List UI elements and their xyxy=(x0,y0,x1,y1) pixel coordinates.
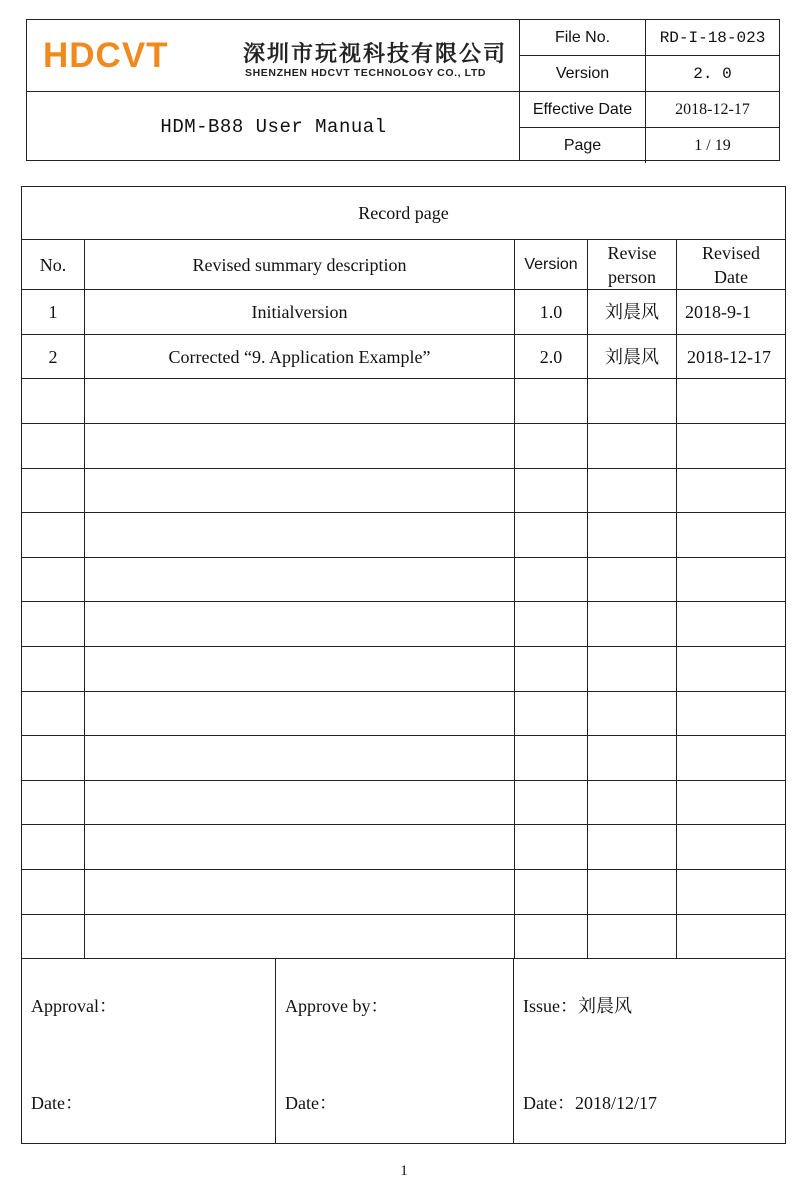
table-row xyxy=(22,290,785,335)
empty-cell xyxy=(85,379,515,423)
company-logo xyxy=(43,38,193,74)
empty-cell xyxy=(588,691,677,735)
empty-cell xyxy=(85,557,515,601)
empty-cell xyxy=(515,468,588,512)
empty-table-row xyxy=(22,780,785,825)
meta-row-page xyxy=(520,128,779,163)
record-table xyxy=(21,186,786,1144)
empty-cell xyxy=(85,691,515,735)
empty-cell xyxy=(588,468,677,512)
empty-cell xyxy=(85,825,515,869)
empty-cell xyxy=(85,602,515,646)
meta-row-file-no xyxy=(520,20,779,55)
empty-cell xyxy=(515,557,588,601)
empty-cell xyxy=(677,870,785,914)
meta-value: RD-I-18-023 xyxy=(659,28,766,47)
empty-cell xyxy=(22,424,85,468)
column-header-description: Revised summary description xyxy=(85,240,515,289)
meta-value: 2018-12-17 xyxy=(675,100,750,118)
cell-revise-person: 刘晨风 xyxy=(588,290,677,334)
meta-row-version xyxy=(520,56,779,91)
empty-table-row xyxy=(22,736,785,781)
empty-cell xyxy=(515,647,588,691)
empty-cell xyxy=(677,736,785,780)
empty-table-row xyxy=(22,870,785,915)
meta-value: 2. 0 xyxy=(693,64,732,83)
signoff-approve-by xyxy=(276,959,514,1143)
empty-cell xyxy=(588,914,677,958)
empty-cell xyxy=(677,513,785,557)
empty-cell xyxy=(85,780,515,824)
empty-cell xyxy=(22,870,85,914)
signoff-block xyxy=(22,959,785,1143)
column-header-revise-person: Revise person xyxy=(588,240,677,289)
empty-table-row xyxy=(22,825,785,870)
empty-cell xyxy=(677,379,785,423)
empty-cell xyxy=(588,825,677,869)
empty-cell xyxy=(85,914,515,958)
empty-cell xyxy=(677,691,785,735)
empty-cell xyxy=(85,424,515,468)
empty-cell xyxy=(588,736,677,780)
logo-wordmark: HDCVT xyxy=(43,36,169,75)
empty-table-row xyxy=(22,647,785,692)
approval-date-label: Date： xyxy=(31,1093,83,1113)
empty-cell xyxy=(22,468,85,512)
page-number: 1 xyxy=(400,1163,408,1179)
meta-label: Effective Date xyxy=(520,92,646,127)
empty-cell xyxy=(22,780,85,824)
signoff-approval xyxy=(22,959,276,1143)
approve-by-label: Approve by： xyxy=(285,996,389,1016)
table-row xyxy=(22,335,785,379)
empty-cell xyxy=(677,780,785,824)
empty-cell xyxy=(588,647,677,691)
meta-label: Version xyxy=(520,56,646,91)
empty-cell xyxy=(85,647,515,691)
record-table-title: Record page xyxy=(22,187,785,240)
empty-cell xyxy=(588,557,677,601)
empty-cell xyxy=(22,602,85,646)
empty-cell xyxy=(85,468,515,512)
empty-cell xyxy=(22,914,85,958)
empty-table-row xyxy=(22,424,785,469)
empty-cell xyxy=(515,870,588,914)
empty-cell xyxy=(588,424,677,468)
empty-cell xyxy=(677,647,785,691)
empty-cell xyxy=(515,780,588,824)
document-header xyxy=(26,19,780,161)
empty-cell xyxy=(515,825,588,869)
empty-table-row xyxy=(22,691,785,736)
cell-version: 2.0 xyxy=(515,335,588,378)
empty-cell xyxy=(588,870,677,914)
empty-cell xyxy=(22,736,85,780)
column-header-revised-date: Revised Date xyxy=(702,242,760,287)
empty-cell xyxy=(85,513,515,557)
record-header-row xyxy=(22,240,785,290)
empty-cell xyxy=(515,379,588,423)
cell-no: 1 xyxy=(22,290,85,334)
issue-date-label: Date：2018/12/17 xyxy=(523,1093,657,1113)
empty-cell xyxy=(515,602,588,646)
cell-description: Initialversion xyxy=(85,290,515,334)
empty-cell xyxy=(515,691,588,735)
empty-cell xyxy=(677,557,785,601)
empty-cell xyxy=(677,914,785,958)
empty-cell xyxy=(515,914,588,958)
manual-title: HDM-B88 User Manual xyxy=(160,116,387,138)
empty-table-row xyxy=(22,379,785,424)
empty-cell xyxy=(22,513,85,557)
empty-table-row xyxy=(22,914,785,959)
empty-cell xyxy=(588,513,677,557)
empty-cell xyxy=(22,379,85,423)
empty-table-row xyxy=(22,468,785,513)
empty-cell xyxy=(22,825,85,869)
issue-label: Issue：刘晨风 xyxy=(523,996,632,1016)
empty-cell xyxy=(588,780,677,824)
empty-table-row xyxy=(22,602,785,647)
empty-table-row xyxy=(22,557,785,602)
cell-version: 1.0 xyxy=(515,290,588,334)
cell-revise-person: 刘晨风 xyxy=(588,335,677,378)
document-meta xyxy=(520,20,779,160)
approval-label: Approval： xyxy=(31,996,117,1016)
approve-by-date-label: Date： xyxy=(285,1093,337,1113)
empty-cell xyxy=(22,557,85,601)
column-header-version: Version xyxy=(515,240,588,289)
empty-cell xyxy=(85,870,515,914)
empty-cell xyxy=(515,513,588,557)
meta-label: File No. xyxy=(520,20,646,55)
cell-description: Corrected “9. Application Example” xyxy=(85,335,515,378)
empty-table-row xyxy=(22,513,785,558)
empty-cell xyxy=(85,736,515,780)
empty-cell xyxy=(677,424,785,468)
meta-value: 1 / 19 xyxy=(694,136,731,154)
column-header-no: No. xyxy=(22,240,85,289)
meta-label: Page xyxy=(520,128,646,163)
empty-cell xyxy=(588,602,677,646)
company-name-chinese: 深圳市玩视科技有限公司 xyxy=(243,41,508,66)
empty-cell xyxy=(515,424,588,468)
manual-title-cell xyxy=(27,92,520,160)
empty-cell xyxy=(515,736,588,780)
company-name-english: SHENZHEN HDCVT TECHNOLOGY CO., LTD xyxy=(245,67,487,79)
cell-no: 2 xyxy=(22,335,85,378)
empty-cell xyxy=(22,691,85,735)
cell-revised-date: 2018-9-1 xyxy=(685,302,751,322)
meta-row-effective-date xyxy=(520,92,779,127)
empty-cell xyxy=(22,647,85,691)
empty-cell xyxy=(677,602,785,646)
signoff-issue xyxy=(514,959,785,1143)
company-banner xyxy=(27,20,520,92)
empty-cell xyxy=(677,468,785,512)
empty-cell xyxy=(677,825,785,869)
empty-cell xyxy=(588,379,677,423)
cell-revised-date: 2018-12-17 xyxy=(687,346,771,367)
